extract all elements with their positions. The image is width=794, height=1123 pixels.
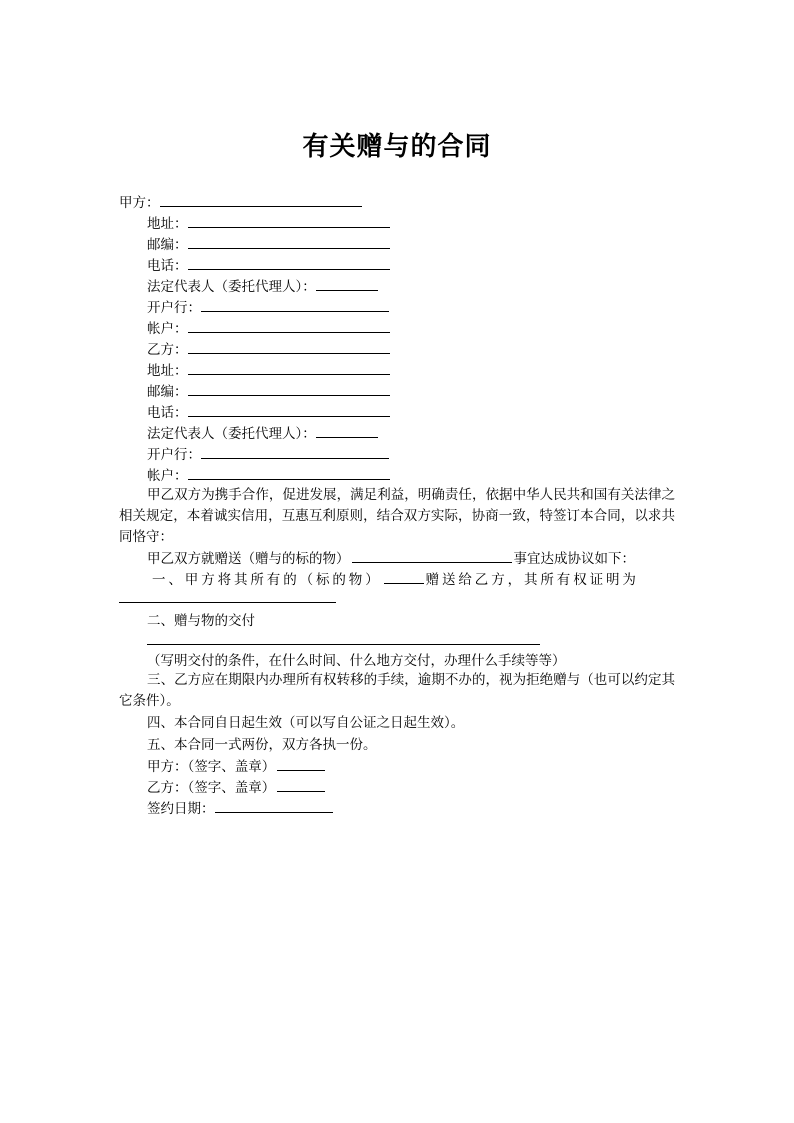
signature-party-b-line	[147, 777, 325, 798]
agreement-intro-before: 甲乙双方就赠送（赠与的标的物）	[147, 551, 350, 567]
party-a-representative-blank[interactable]	[316, 276, 378, 291]
signature-party-b-blank[interactable]	[277, 777, 325, 792]
party-b-account-blank[interactable]	[188, 465, 390, 480]
party-b-phone-line	[147, 402, 390, 423]
party-b-representative-line	[147, 423, 378, 444]
signing-date-label: 签约日期：	[147, 801, 215, 817]
party-b-account-line	[147, 465, 390, 486]
party-b-address-label: 地址：	[147, 363, 188, 379]
party-b-phone-blank[interactable]	[188, 402, 390, 417]
party-a-account-label: 帐户：	[147, 321, 188, 337]
party-a-name-blank[interactable]	[160, 192, 362, 207]
party-a-postcode-blank[interactable]	[188, 234, 390, 249]
party-b-bank-line	[147, 444, 389, 465]
party-a-bank-line	[147, 297, 389, 318]
party-b-bank-blank[interactable]	[201, 444, 389, 459]
preamble-text: 甲乙双方为携手合作，促进发展，满足利益，明确责任，依据中华人民共和国有关法律之相关规定，本着诚实信用，互惠互利原则，结合双方实际，协商一致，特签订本合同，以求共同恪守：	[119, 487, 675, 545]
signature-party-a-blank[interactable]	[277, 756, 325, 771]
delivery-terms-blank[interactable]	[147, 644, 540, 645]
preamble-paragraph	[119, 485, 675, 548]
party-b-postcode-line	[147, 381, 390, 402]
gift-item-blank[interactable]	[352, 548, 512, 563]
party-a-postcode-line	[147, 234, 390, 255]
party-a-account-blank[interactable]	[188, 318, 390, 333]
party-a-phone-label: 电话：	[147, 258, 188, 274]
document-title: 有关赠与的合同	[302, 132, 492, 162]
party-a-label-line	[119, 192, 362, 213]
agreement-intro-line	[147, 548, 635, 569]
signature-party-a-line	[147, 756, 325, 777]
party-a-phone-line	[147, 255, 390, 276]
party-a-postcode-label: 邮编：	[147, 237, 188, 253]
agreement-intro-after: 事宜达成协议如下：	[513, 551, 635, 567]
party-a-representative-line	[147, 276, 378, 297]
party-a-label: 甲方：	[119, 195, 160, 211]
party-a-address-label: 地址：	[147, 216, 188, 232]
party-a-bank-label: 开户行：	[147, 300, 201, 316]
party-b-phone-label: 电话：	[147, 405, 188, 421]
clause-2-heading: 二、赠与物的交付	[147, 613, 255, 629]
party-a-address-blank[interactable]	[188, 213, 390, 228]
party-b-representative-label: 法定代表人（委托代理人）：	[147, 426, 316, 442]
party-a-bank-blank[interactable]	[201, 297, 389, 312]
clause-1-item-blank[interactable]	[384, 569, 424, 584]
ownership-proof-blank[interactable]	[119, 602, 336, 603]
party-b-account-label: 帐户：	[147, 468, 188, 484]
clause-5: 五、本合同一式两份，双方各执一份。	[147, 737, 377, 753]
party-b-label-line	[147, 339, 390, 360]
party-b-name-blank[interactable]	[188, 339, 390, 354]
party-a-representative-label: 法定代表人（委托代理人）：	[147, 279, 316, 295]
signing-date-blank[interactable]	[215, 798, 333, 813]
clause-2-note: （写明交付的条件，在什么时间、什么地方交付，办理什么手续等等）	[147, 653, 566, 669]
party-a-account-line	[147, 318, 390, 339]
signature-party-b-label: 乙方：（签字、盖章）	[147, 780, 276, 796]
party-b-address-line	[147, 360, 390, 381]
party-a-address-line	[147, 213, 390, 234]
signature-party-a-label: 甲方：（签字、盖章）	[147, 759, 276, 775]
party-b-address-blank[interactable]	[188, 360, 390, 375]
signing-date-line	[147, 798, 333, 819]
party-a-phone-blank[interactable]	[188, 255, 390, 270]
clause-1-line	[152, 569, 675, 590]
party-b-postcode-label: 邮编：	[147, 384, 188, 400]
party-b-representative-blank[interactable]	[316, 423, 378, 438]
party-b-label: 乙方：	[147, 342, 188, 358]
party-b-postcode-blank[interactable]	[188, 381, 390, 396]
clause-3-paragraph	[119, 670, 675, 712]
clause-1-after: 赠送给乙方，其所有权证明为	[425, 572, 639, 588]
clause-4: 四、本合同自日起生效（可以写自公证之日起生效）。	[147, 715, 465, 731]
party-b-bank-label: 开户行：	[147, 447, 201, 463]
clause-1-before: 一、甲方将其所有的（标的物）	[152, 572, 382, 588]
clause-3-text: 三、乙方应在期限内办理所有权转移的手续，逾期不办的，视为拒绝赠与（也可以约定其它条件）。	[119, 672, 675, 709]
